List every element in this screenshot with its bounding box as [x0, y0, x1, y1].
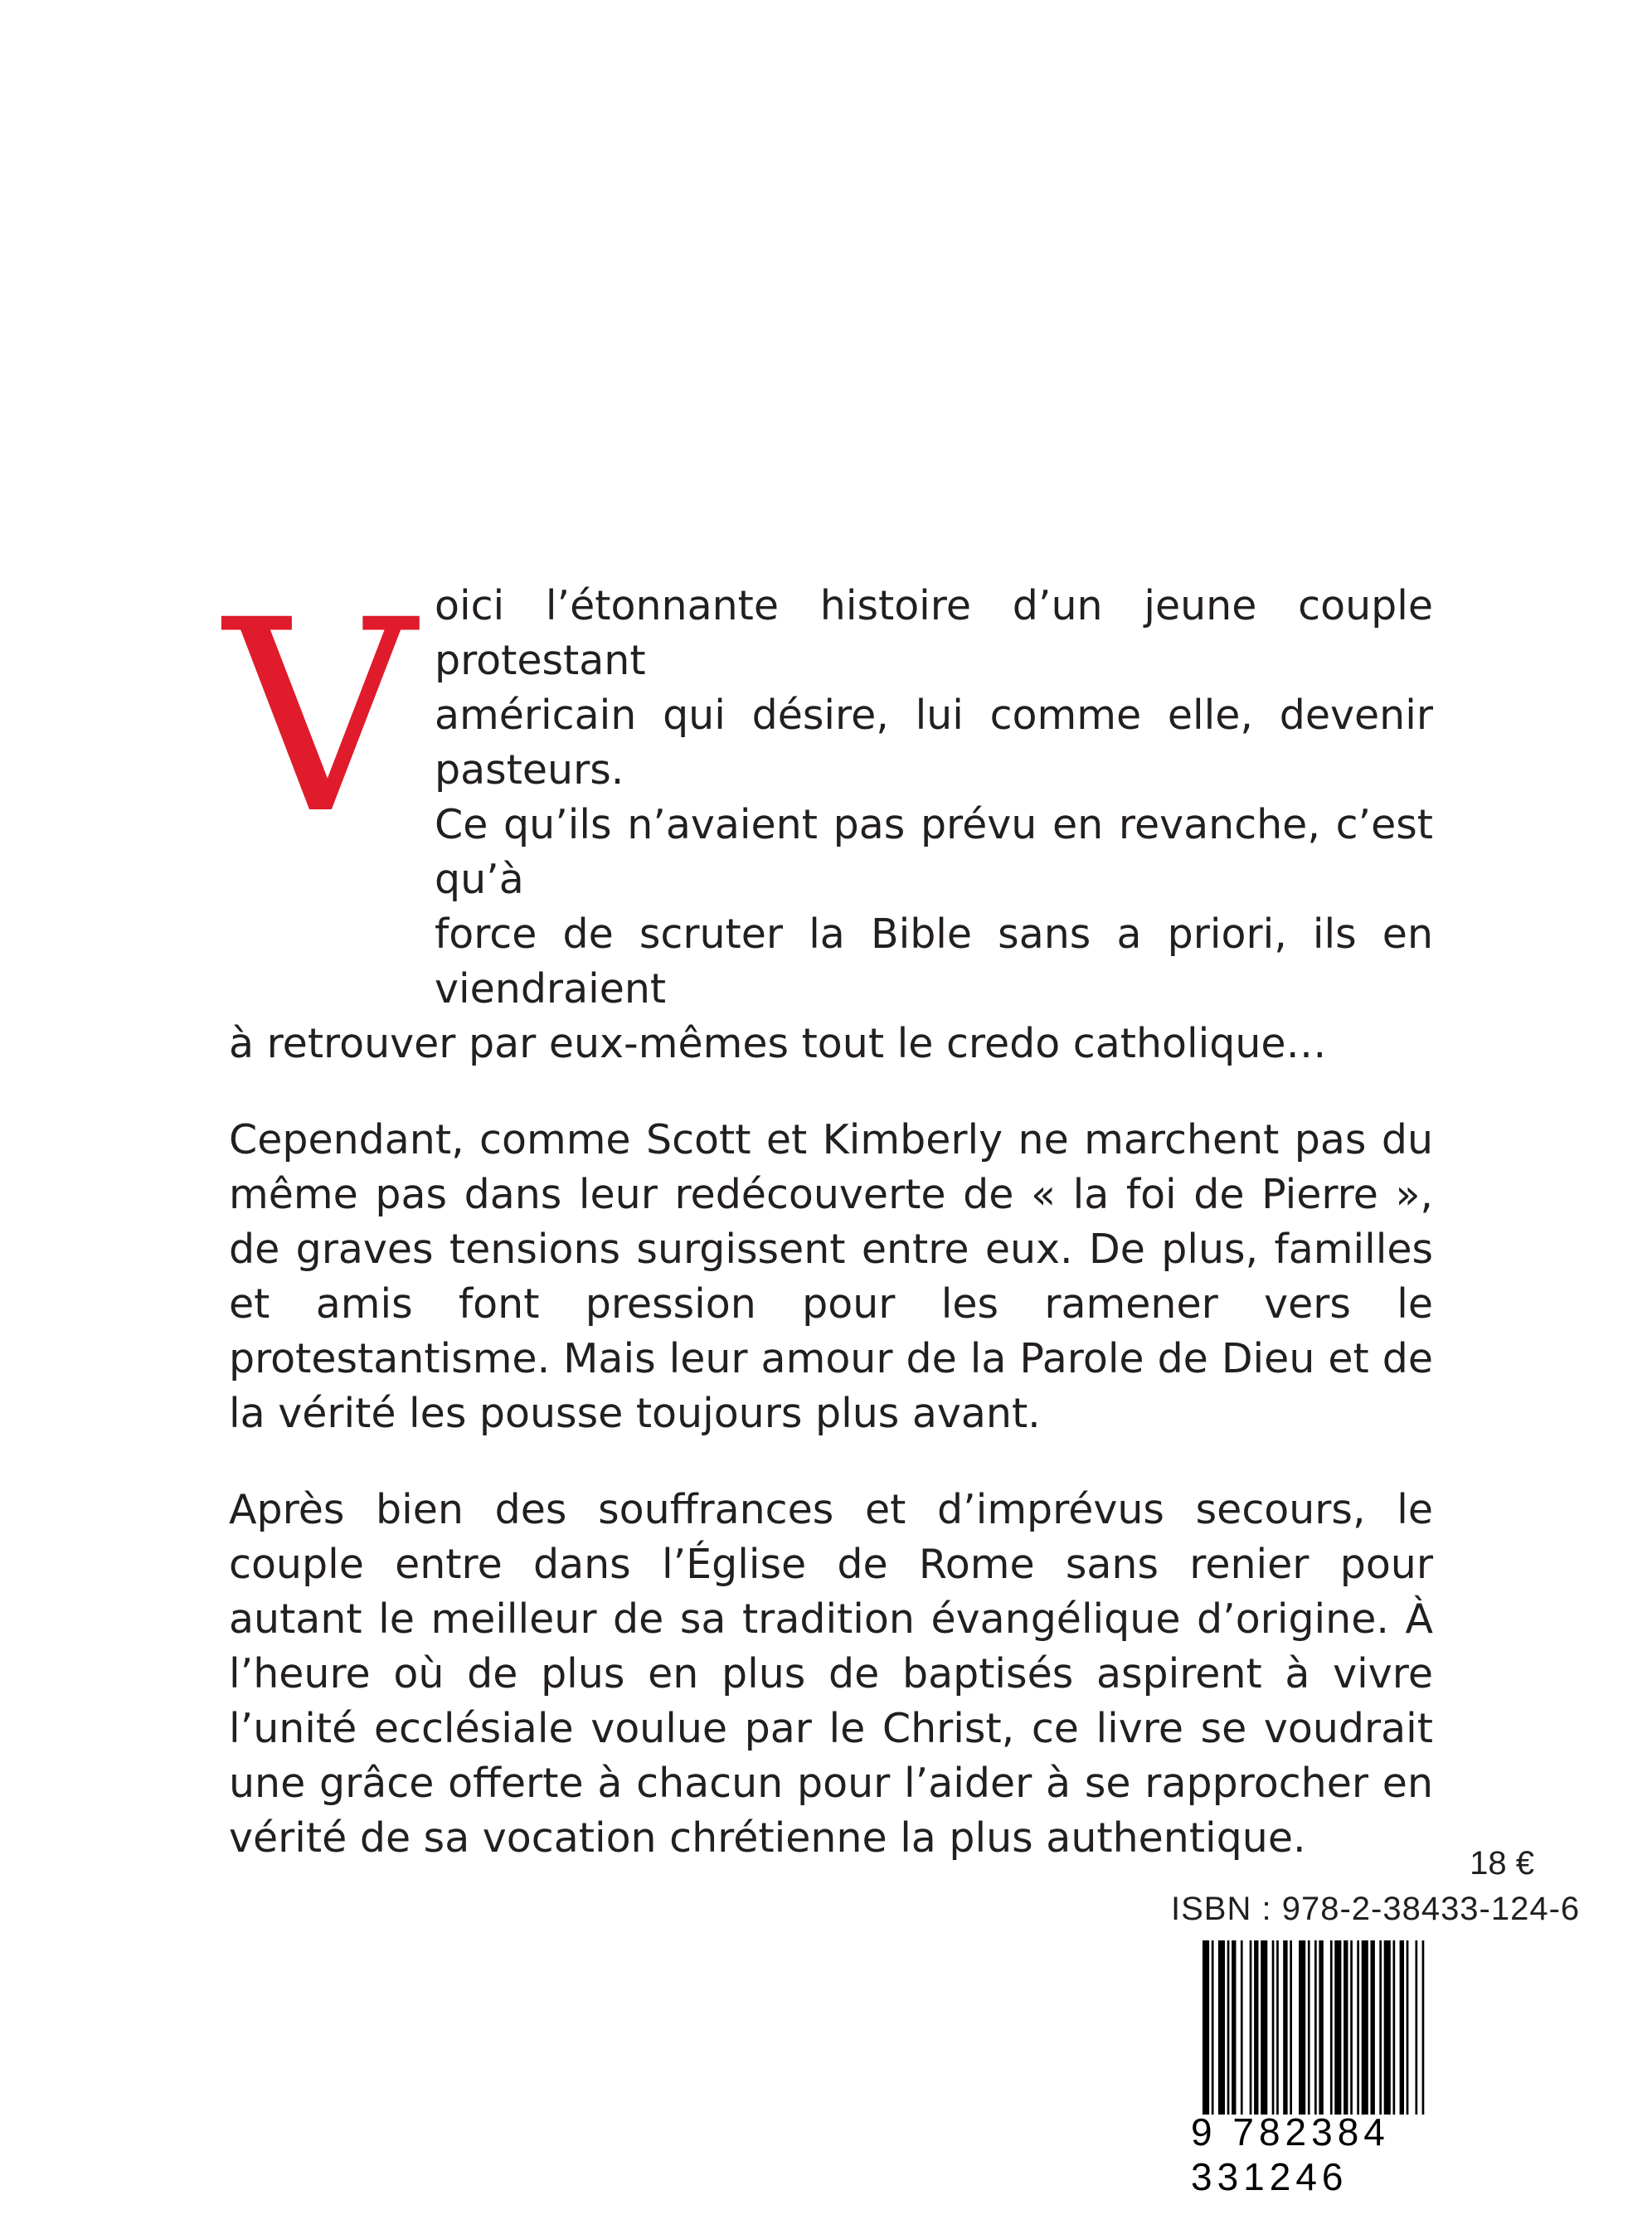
- drop-cap: V: [224, 564, 416, 872]
- blurb-paragraph-2: Cependant, comme Scott et Kimberly ne marchent pas du même pas dans leur redécouverte de « la foi de Pierre », de graves tensions surgissent entre eux. De plus, familles et amis font pression pour les ramener vers le protestantisme. Mais leur amour de la Parole de Dieu et de la vérité les pousse toujours plus avant.: [229, 1116, 1433, 1437]
- blurb-paragraph-1: [224, 564, 1433, 1071]
- barcode-digits: 9 782384 331246: [1191, 2110, 1390, 2198]
- blurb-line: Ce qu’ils n’avaient pas prévu en revanche, c’est qu’à: [435, 801, 1433, 903]
- barcode-image: [1203, 1940, 1511, 2115]
- price-label: 18 €: [1470, 1845, 1534, 1882]
- blurb-line: à retrouver par eux-mêmes tout le credo catholique…: [229, 1020, 1327, 1067]
- blurb-line: force de scruter la Bible sans a priori, ils en viendraient: [435, 910, 1433, 1012]
- isbn-label: ISBN : 978-2-38433-124-6: [1171, 1891, 1581, 1927]
- blurb-line: américain qui désire, lui comme elle, devenir pasteurs.: [435, 692, 1433, 794]
- blurb-paragraph-3: Après bien des souffrances et d’imprévus secours, le couple entre dans l’Église de Rome sans renier pour autant le meilleur de sa tradition évangélique d’origine. À l’heure où de plus en plus de baptisés aspirent à vivre l’unité ecclésiale voulue par le Christ, ce livre se voudrait une grâce offerte à chacun pour l’aider à se rapprocher en vérité de sa vocation chrétienne la plus authentique.: [229, 1486, 1433, 1862]
- blurb-line: oici l’étonnante histoire d’un jeune couple protestant: [435, 582, 1433, 684]
- back-cover-blurb: [224, 564, 1433, 1866]
